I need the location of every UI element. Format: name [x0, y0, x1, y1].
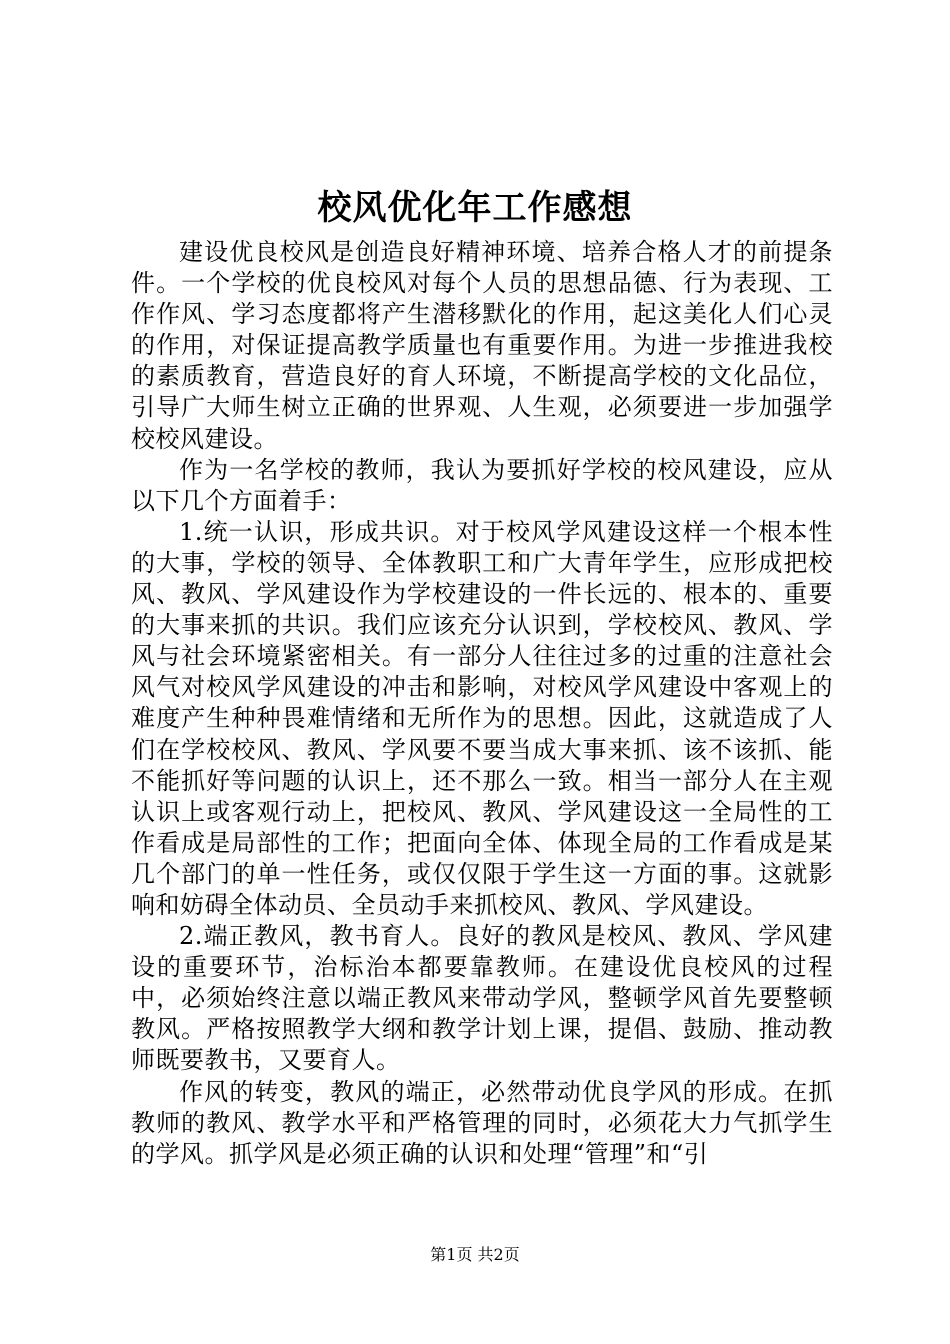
paragraph-intro: 建设优良校风是创造良好精神环境、培养合格人才的前提条件。一个学校的优良校风对每个人员的思想品德、行为表现、工作作风、学习态度都将产生潜移默化的作用，起这美化人们心灵的作用，对保证提高教学质量也有重要作用。为进一步推进我校的素质教育，营造良好的育人环境，不断提高学校的文化品位，引导广大师生树立正确的世界观、人生观，必须要进一步加强学校校风建设。 — [131, 238, 833, 453]
document-title: 校风优化年工作感想 — [317, 188, 633, 228]
paragraph-approach: 作为一名学校的教师，我认为要抓好学校的校风建设，应从以下几个方面着手： — [131, 455, 833, 515]
paragraph-point-1: 1.统一认识，形成共识。对于校风学风建设这样一个根本性的大事，学校的领导、全体教职工和广大青年学生，应形成把校风、教风、学风建设作为学校建设的一件长远的、根本的、重要的大事来抓的共识。我们应该充分认识到，学校校风、教风、学风与社会环境紧密相关。有一部分人往往过多的过重的注意社会风气对校风学风建设的冲击和影响，对校风学风建设中客观上的难度产生种种畏难情绪和无所作为的思想。因此，这就造成了人们在学校校风、教风、学风要不要当成大事来抓、该不该抓、能不能抓好等问题的认识上，还不那么一致。相当一部分人在主观认识上或客观行动上，把校风、教风、学风建设这一全局性的工作看成是局部性的工作；把面向全体、体现全局的工作看成是某几个部门的单一性任务，或仅仅限于学生这一方面的事。这就影响和妨碍全体动员、全员动手来抓校风、教风、学风建设。 — [131, 517, 833, 919]
document-body — [131, 237, 833, 1170]
page-footer: 第1页 共2页 — [430, 1245, 520, 1264]
paragraph-point-2: 2.端正教风，教书育人。良好的教风是校风、教风、学风建设的重要环节，治标治本都要靠教师。在建设优良校风的过程中，必须始终注意以端正教风来带动学风，整顿学风首先要整顿教风。严格按照教学大纲和教学计划上课，提倡、鼓励、推动教师既要教书，又要育人。 — [131, 922, 833, 1075]
paragraph-style-change: 作风的转变，教风的端正，必然带动优良学风的形成。在抓教师的教风、教学水平和严格管理的同时，必须花大力气抓学生的学风。抓学风是必须正确的认识和处理“管理”和“引 — [131, 1077, 833, 1168]
